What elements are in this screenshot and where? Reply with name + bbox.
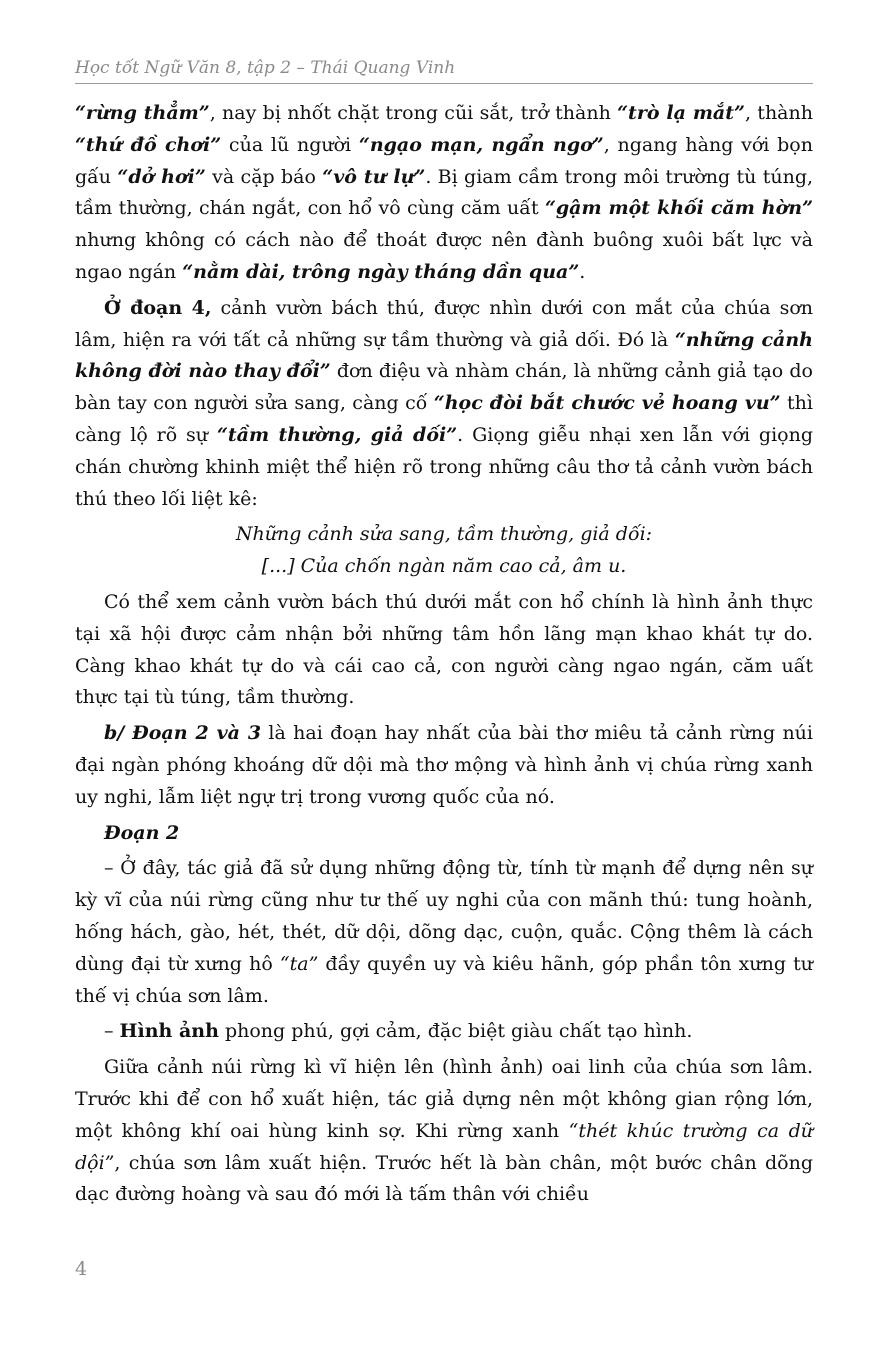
paragraph-tiger-captivity (75, 98, 813, 289)
header-divider (75, 83, 813, 84)
text-run: , ngang hàng với bọn gấu (75, 133, 813, 188)
text-run: cảnh vườn bách thú, được nhìn dưới con mắt của chúa sơn lâm, hiện ra với tất cả những sự tầm thường và giả dối. Đó là (75, 296, 813, 351)
text-run: , chúa sơn lâm xuất hiện. Trước hết là bàn chân, một bước chân dõng dạc đường hoàng và sau đó mới là tấm thân với chiều (75, 1151, 813, 1206)
quoted-phrase: “vô tư lự” (322, 165, 426, 188)
paragraph-images (75, 1016, 813, 1048)
text-run: là hai đoạn hay nhất của bài thơ miêu tả cảnh rừng núi đại ngàn phóng khoáng dữ dội mà thơ mộng và hình ảnh vị chúa rừng xanh uy nghi, lẫm liệt ngự trị trong vương quốc của nó. (75, 722, 813, 808)
text-run: – Ở đây, tác giả đã sử dụng những động từ, tính từ mạnh để dựng nên sự kỳ vĩ của núi rừng cũng như tư thế uy nghi của con mãnh thú: tung hoành, hống hách, gào, hét, thét, dữ dội, dõng dạc, cuộn, quắc. Cộng thêm là cách dùng đại từ xưng hô (75, 857, 813, 975)
subheading-doan-2 (75, 818, 813, 850)
quoted-phrase: “nằm dài, trông ngày tháng dần qua” (182, 260, 580, 283)
quoted-phrase: “tầm thường, giả dối” (216, 423, 458, 446)
text-run: Giữa cảnh núi rừng kì vĩ hiện lên (hình ảnh) oai linh của chúa sơn lâm. Trước khi để con hổ xuất hiện, tác giả dựng nên một không gian rộng lớn, một không khí oai hùng kinh sợ. Khi rừng xanh (75, 1056, 813, 1142)
text-run: và cặp báo (205, 165, 323, 188)
quoted-phrase: “thứ đồ chơi” (75, 133, 222, 156)
bold-term: Hình ảnh (119, 1020, 219, 1043)
text-run: , thành (744, 102, 813, 124)
text-run: đầy quyền uy và kiêu hãnh, góp phần tôn xưng tư thế vị chúa sơn lâm. (75, 952, 813, 1007)
text-run: , nay bị nhốt chặt trong cũi sắt, trở thành (209, 102, 618, 124)
quoted-phrase: “gậm một khối căm hờn” (544, 197, 813, 220)
paragraph-doan-4 (75, 293, 813, 516)
text-run: nhưng không có cách nào để thoát được nên đành buông xuôi bất lực và ngao ngán (75, 229, 813, 283)
poem-quote-line-2: [...] Của chốn ngàn năm cao cả, âm u. (261, 555, 627, 578)
quoted-phrase: “rừng thẳm” (75, 102, 210, 124)
poem-quote-line-1: Những cảnh sửa sang, tầm thường, giả dối: (235, 523, 653, 546)
quoted-phrase: “thét khúc trường ca dữ dội” (75, 1119, 813, 1174)
text-run: của lũ người (221, 133, 359, 156)
paragraph-lord-appears (75, 1052, 813, 1211)
quoted-phrase: “ngạo mạn, ngẩn ngơ” (358, 133, 604, 156)
text-run: phong phú, gợi cảm, đặc biệt giàu chất tạo hình. (218, 1020, 693, 1043)
section-lead: b/ Đoạn 2 và 3 (104, 722, 262, 745)
quoted-phrase: “học đòi bắt chước vẻ hoang vu” (433, 392, 781, 415)
quoted-phrase: “trò lạ mắt” (617, 102, 745, 124)
quoted-phrase: “những cảnh không đời nào thay đổi” (75, 328, 813, 383)
quoted-phrase: “dở hơi” (117, 165, 206, 188)
paragraph-reality: Có thể xem cảnh vườn bách thú dưới mắt con hổ chính là hình ảnh thực tại xã hội được cảm nhận bởi những tâm hồn lãng mạn khao khát tự do. Càng khao khát tự do và cái cao cả, con người càng ngao ngán, căm uất thực tại tù túng, tầm thường. (75, 590, 813, 709)
page-body (75, 98, 813, 1215)
paragraph-verbs (75, 853, 813, 1012)
text-run: . Bị giam cầm trong môi trường tù túng, tầm thường, chán ngắt, con hổ vô cùng căm uất (75, 165, 814, 220)
subheading-text: Đoạn 2 (104, 821, 180, 844)
section-lead: Ở đoạn 4, (104, 296, 212, 319)
quoted-word: “ta” (279, 952, 319, 975)
text-run: – (104, 1020, 120, 1043)
text-run: . (579, 260, 586, 283)
text-run: đơn điệu và nhàm chán, là những cảnh giả tạo do bàn tay con người sửa sang, càng cố (75, 360, 813, 415)
running-header: Học tốt Ngữ Văn 8, tập 2 – Thái Quang Vinh (75, 58, 456, 78)
text-run: . Giọng giễu nhại xen lẫn với giọng chán chường khinh miệt thể hiện rõ trong những câu thơ tả cảnh vườn bách thú theo lối liệt kê: (75, 423, 813, 510)
paragraph-doan-2-3 (75, 718, 813, 813)
text-run: thì càng lộ rõ sự (75, 392, 813, 446)
page-number: 4 (75, 1258, 88, 1280)
